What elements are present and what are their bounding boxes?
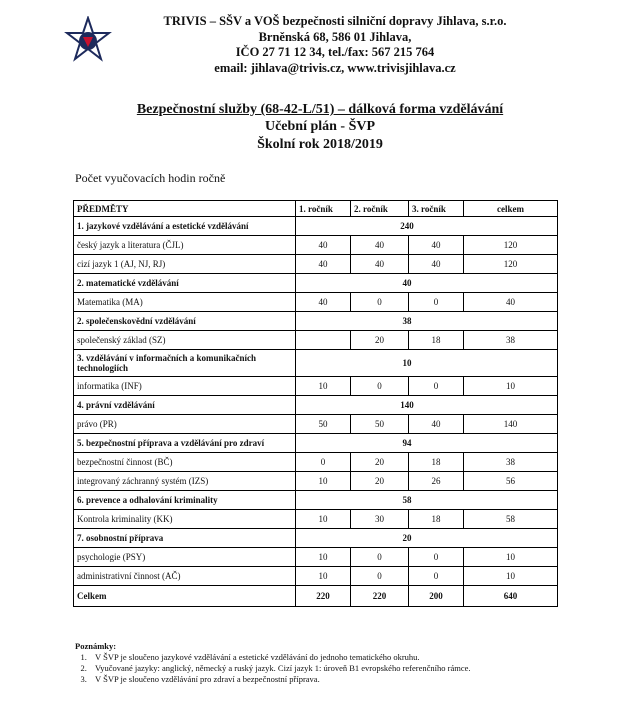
section-name: 2. matematické vzdělávání [74, 274, 296, 293]
section-row [74, 217, 558, 236]
curriculum-table [73, 200, 558, 607]
subject-name: český jazyk a literatura (ČJL) [74, 236, 296, 255]
year-2-hours: 40 [351, 255, 409, 274]
year-3-hours: 18 [409, 453, 464, 472]
section-spacer [464, 396, 558, 415]
section-row [74, 350, 558, 377]
year-2-hours: 20 [351, 472, 409, 491]
subject-row [74, 236, 558, 255]
section-spacer [464, 217, 558, 236]
year-1-hours: 10 [296, 548, 351, 567]
year-2-hours: 0 [351, 567, 409, 586]
section-row [74, 396, 558, 415]
total-hours: 38 [464, 331, 558, 350]
subject-row [74, 548, 558, 567]
year-1-hours: 40 [296, 255, 351, 274]
year-3-hours: 0 [409, 293, 464, 312]
year-2-hours: 40 [351, 236, 409, 255]
section-spacer [296, 491, 351, 510]
section-spacer [464, 491, 558, 510]
year-2-hours: 50 [351, 415, 409, 434]
year-2-hours: 220 [351, 586, 409, 607]
total-hours: 10 [464, 567, 558, 586]
note-item: 2. Vyučované jazyky: anglický, německý a ruský jazyk. Cizí jazyk 1: úroveň B1 evropského referenčního rámce. [89, 663, 471, 674]
total-hours: 10 [464, 377, 558, 396]
document-title-block [0, 101, 640, 154]
subject-name: informatika (INF) [74, 377, 296, 396]
header-year-1: 1. ročník [296, 201, 351, 217]
section-row [74, 274, 558, 293]
table-intro: Počet vyučovacích hodin ročně [75, 171, 226, 185]
section-spacer [296, 274, 351, 293]
subject-row [74, 567, 558, 586]
section-total: 58 [351, 491, 464, 510]
year-1-hours: 10 [296, 377, 351, 396]
year-3-hours: 200 [409, 586, 464, 607]
trivis-logo [62, 16, 114, 68]
subject-row [74, 331, 558, 350]
section-total: 10 [351, 350, 464, 377]
year-1-hours: 220 [296, 586, 351, 607]
section-spacer [464, 529, 558, 548]
section-spacer [464, 274, 558, 293]
school-year: Školní rok 2018/2019 [257, 137, 383, 152]
section-row [74, 434, 558, 453]
subject-row [74, 415, 558, 434]
section-name: 5. bezpečnostní příprava a vzdělávání pro zdraví [74, 434, 296, 453]
total-hours: 10 [464, 548, 558, 567]
year-1-hours [296, 331, 351, 350]
section-spacer [296, 529, 351, 548]
section-name: 6. prevence a odhalování kriminality [74, 491, 296, 510]
year-2-hours: 0 [351, 377, 409, 396]
year-3-hours: 40 [409, 255, 464, 274]
section-total: 240 [351, 217, 464, 236]
total-label: Celkem [74, 586, 296, 607]
document-subtitle: Učební plán - ŠVP [264, 119, 376, 134]
section-spacer [296, 217, 351, 236]
header-total: celkem [464, 201, 558, 217]
total-hours: 40 [464, 293, 558, 312]
section-spacer [296, 312, 351, 331]
notes-title: Poznámky: [75, 641, 117, 651]
section-spacer [464, 350, 558, 377]
subject-name: integrovaný záchranný systém (IZS) [74, 472, 296, 491]
year-1-hours: 40 [296, 293, 351, 312]
year-3-hours: 40 [409, 415, 464, 434]
year-3-hours: 18 [409, 510, 464, 529]
total-hours: 58 [464, 510, 558, 529]
section-row [74, 312, 558, 331]
section-name: 3. vzdělávání v informačních a komunikačních technologiích [74, 350, 296, 377]
year-2-hours: 20 [351, 453, 409, 472]
section-name: 1. jazykové vzdělávání a estetické vzdělávání [74, 217, 296, 236]
year-3-hours: 0 [409, 377, 464, 396]
year-1-hours: 10 [296, 472, 351, 491]
subject-name: administrativní činnost (AČ) [74, 567, 296, 586]
subject-row [74, 472, 558, 491]
year-2-hours: 0 [351, 293, 409, 312]
section-total: 38 [351, 312, 464, 331]
total-hours: 120 [464, 236, 558, 255]
subject-name: psychologie (PSY) [74, 548, 296, 567]
notes [75, 641, 471, 685]
year-1-hours: 40 [296, 236, 351, 255]
section-name: 4. právní vzdělávání [74, 396, 296, 415]
year-1-hours: 0 [296, 453, 351, 472]
letterhead-contact: email: jihlava@trivis.cz, www.trivisjihlava.cz [214, 60, 456, 75]
subject-row [74, 293, 558, 312]
section-row [74, 529, 558, 548]
section-total: 20 [351, 529, 464, 548]
subject-name: cizí jazyk 1 (AJ, NJ, RJ) [74, 255, 296, 274]
subject-row [74, 453, 558, 472]
section-spacer [464, 312, 558, 331]
letterhead [120, 14, 550, 76]
subject-name: právo (PR) [74, 415, 296, 434]
section-total: 94 [351, 434, 464, 453]
year-3-hours: 40 [409, 236, 464, 255]
letterhead-ico-phone: IČO 27 71 12 34, tel./fax: 567 215 764 [235, 45, 435, 59]
year-2-hours: 0 [351, 548, 409, 567]
notes-list [75, 652, 471, 685]
total-hours: 56 [464, 472, 558, 491]
section-name: 7. osobnostní příprava [74, 529, 296, 548]
letterhead-company: TRIVIS – SŠV a VOŠ bezpečnosti silniční dopravy Jihlava, s.r.o. [163, 14, 507, 28]
section-name: 2. společenskovědní vzdělávání [74, 312, 296, 331]
section-row [74, 491, 558, 510]
total-hours: 640 [464, 586, 558, 607]
section-spacer [296, 396, 351, 415]
total-hours: 120 [464, 255, 558, 274]
year-1-hours: 10 [296, 510, 351, 529]
year-3-hours: 18 [409, 331, 464, 350]
total-hours: 38 [464, 453, 558, 472]
header-subjects: PŘEDMĚTY [74, 201, 296, 217]
section-spacer [296, 434, 351, 453]
subject-row [74, 377, 558, 396]
section-spacer [296, 350, 351, 377]
note-item: 1. V ŠVP je sloučeno jazykové vzdělávání a estetické vzdělávání do jednoho tematického okruhu. [89, 652, 471, 663]
subject-name: bezpečnostní činnost (BČ) [74, 453, 296, 472]
section-total: 40 [351, 274, 464, 293]
total-hours: 140 [464, 415, 558, 434]
year-2-hours: 30 [351, 510, 409, 529]
subject-row [74, 510, 558, 529]
document-title: Bezpečnostní služby (68-42-L/51) – dálková forma vzdělávání [136, 102, 504, 117]
year-3-hours: 0 [409, 548, 464, 567]
section-total: 140 [351, 396, 464, 415]
year-1-hours: 10 [296, 567, 351, 586]
note-item: 3. V ŠVP je sloučeno vzdělávání pro zdraví a bezpečnostní příprava. [89, 674, 471, 685]
header-year-2: 2. ročník [351, 201, 409, 217]
table-header-row [74, 201, 558, 217]
section-spacer [464, 434, 558, 453]
subject-name: Matematika (MA) [74, 293, 296, 312]
year-2-hours: 20 [351, 331, 409, 350]
header-year-3: 3. ročník [409, 201, 464, 217]
total-row [74, 586, 558, 607]
year-1-hours: 50 [296, 415, 351, 434]
letterhead-address: Brněnská 68, 586 01 Jihlava, [258, 29, 412, 44]
year-3-hours: 0 [409, 567, 464, 586]
subject-name: Kontrola kriminality (KK) [74, 510, 296, 529]
year-3-hours: 26 [409, 472, 464, 491]
subject-name: společenský základ (SZ) [74, 331, 296, 350]
subject-row [74, 255, 558, 274]
